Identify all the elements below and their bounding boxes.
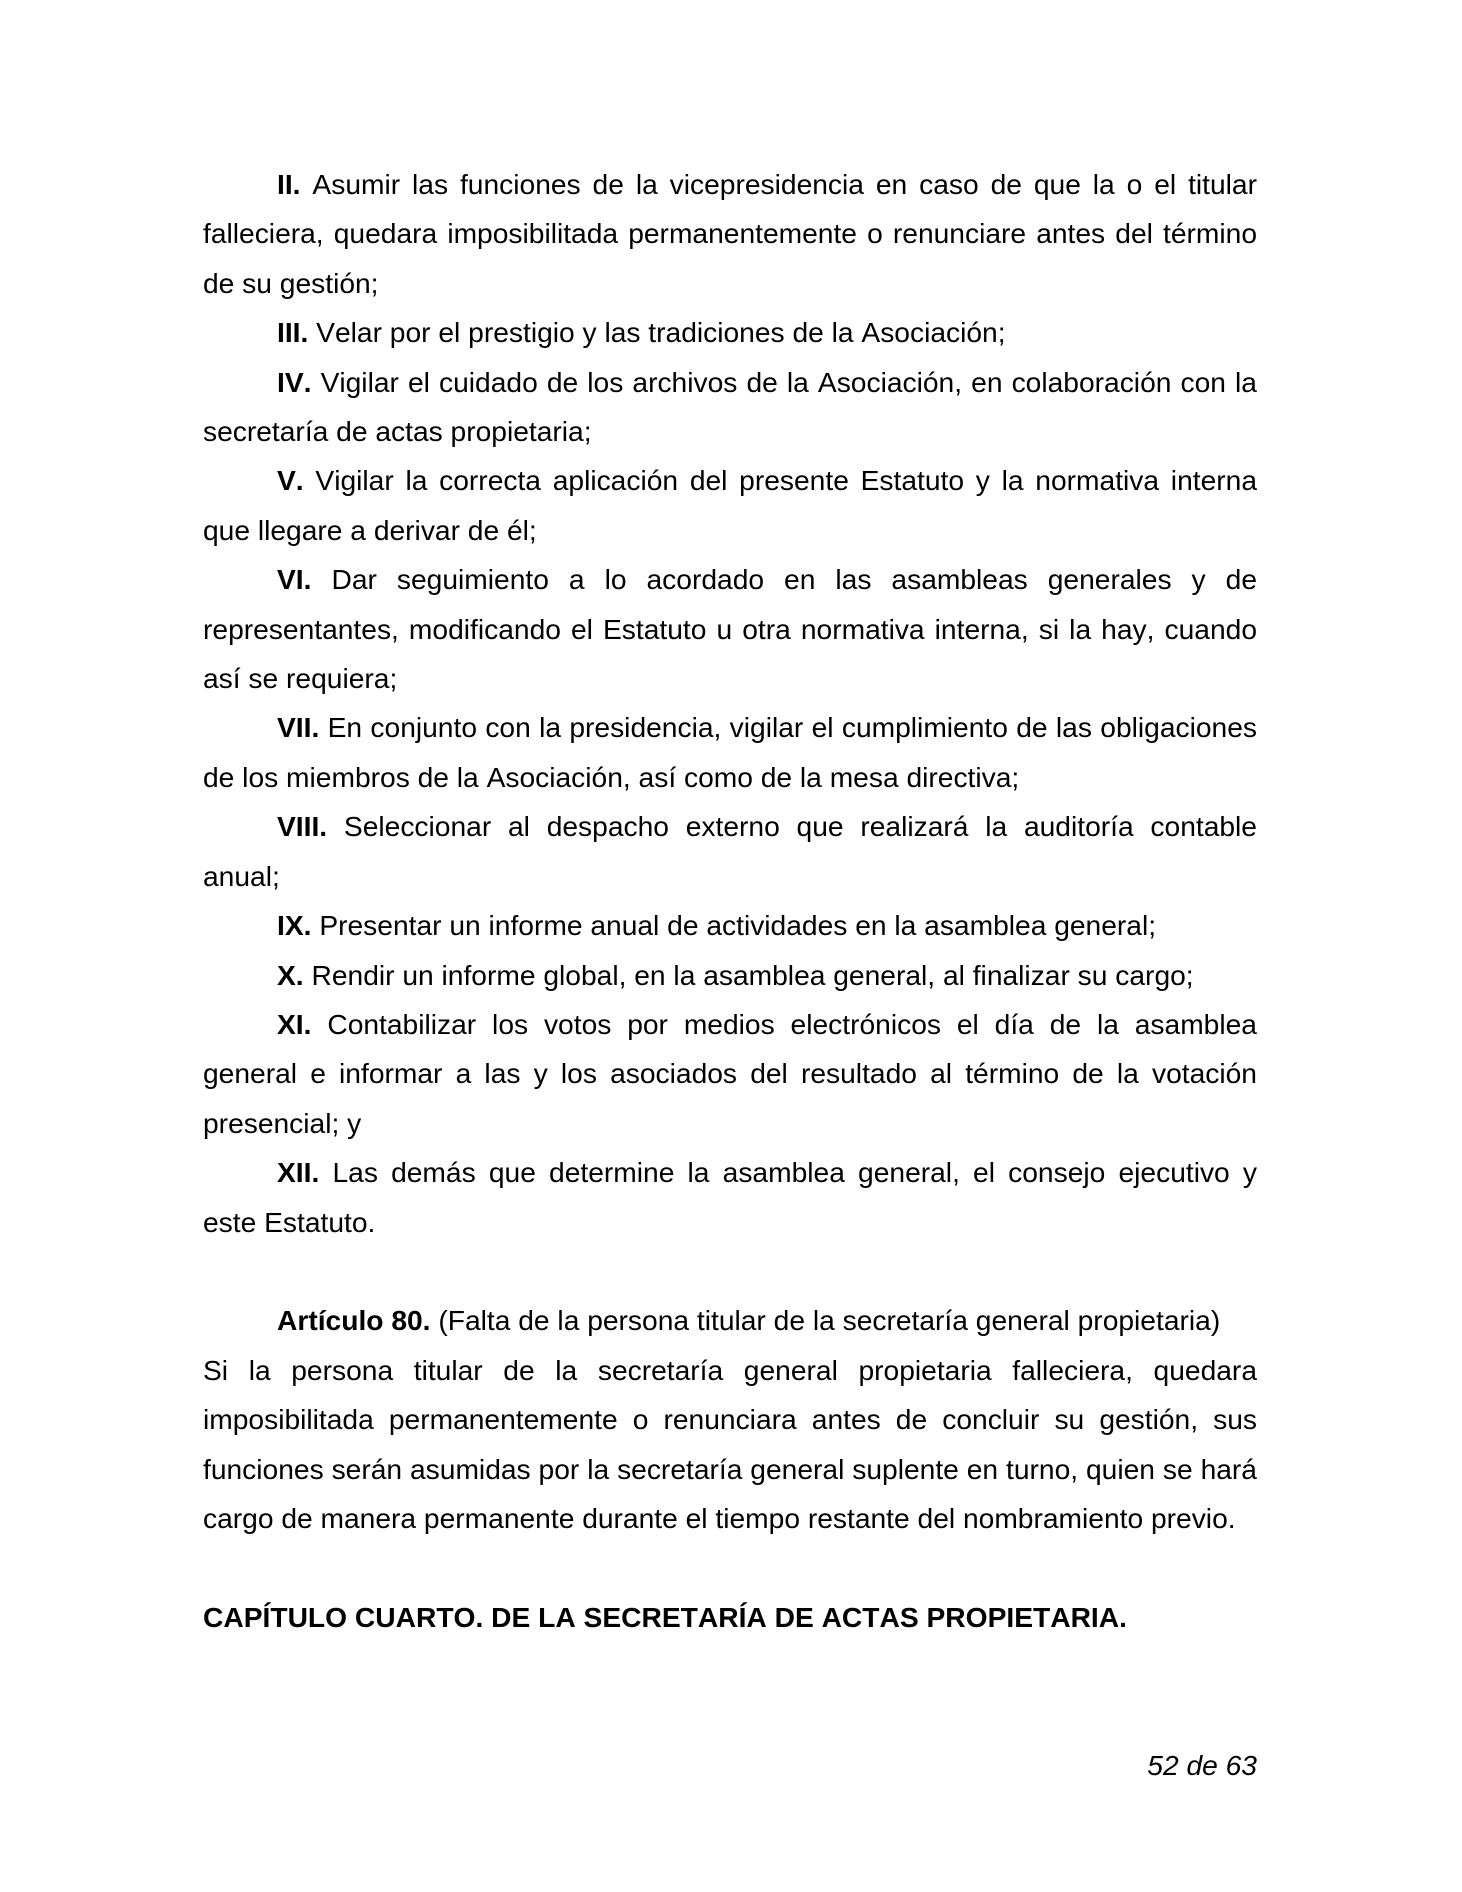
item-number: XI.: [277, 1007, 312, 1040]
item-number: XII.: [277, 1156, 320, 1189]
article-intro: (Falta de la persona titular de la secretaría general propietaria): [438, 1304, 1221, 1337]
text-column: [203, 160, 1257, 1790]
item-text: Vigilar la correcta aplicación del presente Estatuto y la normativa interna que llegare a derivar de él;: [203, 464, 1257, 546]
statute-item-vi: [203, 555, 1257, 703]
article-body: Si la persona titular de la secretaría general propietaria falleciera, quedara imposibilitada permanentemente o renunciara antes de concluir su gestión, sus funciones serán asumidas por la secretaría general suplente en turno, quien se hará cargo de manera permanente durante el tiempo restante del nombramiento previo.: [203, 1353, 1257, 1534]
item-text: Presentar un informe anual de actividades en la asamblea general;: [319, 909, 1157, 942]
article-label: Artículo 80.: [277, 1304, 431, 1337]
statute-item-xi: [203, 1000, 1257, 1148]
item-number: IV.: [277, 365, 312, 398]
item-number: VIII.: [277, 810, 328, 843]
statute-item-vii: [203, 703, 1257, 802]
chapter-heading: CAPÍTULO CUARTO. DE LA SECRETARÍA DE ACTAS PROPIETARIA.: [203, 1600, 1127, 1633]
article-80-paragraph: [203, 1296, 1257, 1543]
statute-item-iv: [203, 358, 1257, 457]
statute-item-x: [203, 951, 1257, 1000]
item-text: Seleccionar al despacho externo que realizará la auditoría contable anual;: [203, 810, 1257, 892]
item-text: Dar seguimiento a lo acordado en las asambleas generales y de representantes, modificando el Estatuto u otra normativa interna, si la hay, cuando así se requiera;: [203, 563, 1258, 695]
item-text: Contabilizar los votos por medios electrónicos el día de la asamblea general e informar a las y los asociados del resultado al término de la votación presencial; y: [203, 1007, 1257, 1139]
item-text: Vigilar el cuidado de los archivos de la Asociación, en colaboración con la secretaría de actas propietaria;: [203, 365, 1257, 448]
item-number: X.: [277, 958, 304, 991]
item-text: Asumir las funciones de la vicepresidencia en caso de que la o el titular falleciera, quedara imposibilitada permanentemente o renunciare antes del término de su gestión;: [203, 168, 1257, 299]
item-text: Las demás que determine la asamblea general, el consejo ejecutivo y este Estatuto.: [203, 1156, 1257, 1238]
item-text: En conjunto con la presidencia, vigilar el cumplimiento de las obligaciones de los miembros de la Asociación, así como de la mesa directiva;: [203, 711, 1257, 793]
statute-item-iii: [203, 308, 1257, 357]
item-text: Velar por el prestigio y las tradiciones de la Asociación;: [316, 316, 1006, 349]
item-number: VII.: [277, 711, 320, 744]
item-number: II.: [277, 168, 301, 200]
statute-item-xii: [203, 1148, 1257, 1247]
item-number: V.: [277, 464, 304, 497]
item-text: Rendir un informe global, en la asamblea general, al finalizar su cargo;: [311, 958, 1194, 991]
page-number: 52 de 63: [1147, 1748, 1257, 1781]
statute-item-ii: [203, 160, 1257, 308]
item-number: III.: [277, 316, 309, 349]
item-number: VI.: [277, 563, 312, 596]
item-number: IX.: [277, 909, 312, 942]
statute-item-viii: [203, 802, 1257, 901]
statute-item-v: [203, 456, 1257, 555]
statute-item-ix: [203, 901, 1257, 950]
